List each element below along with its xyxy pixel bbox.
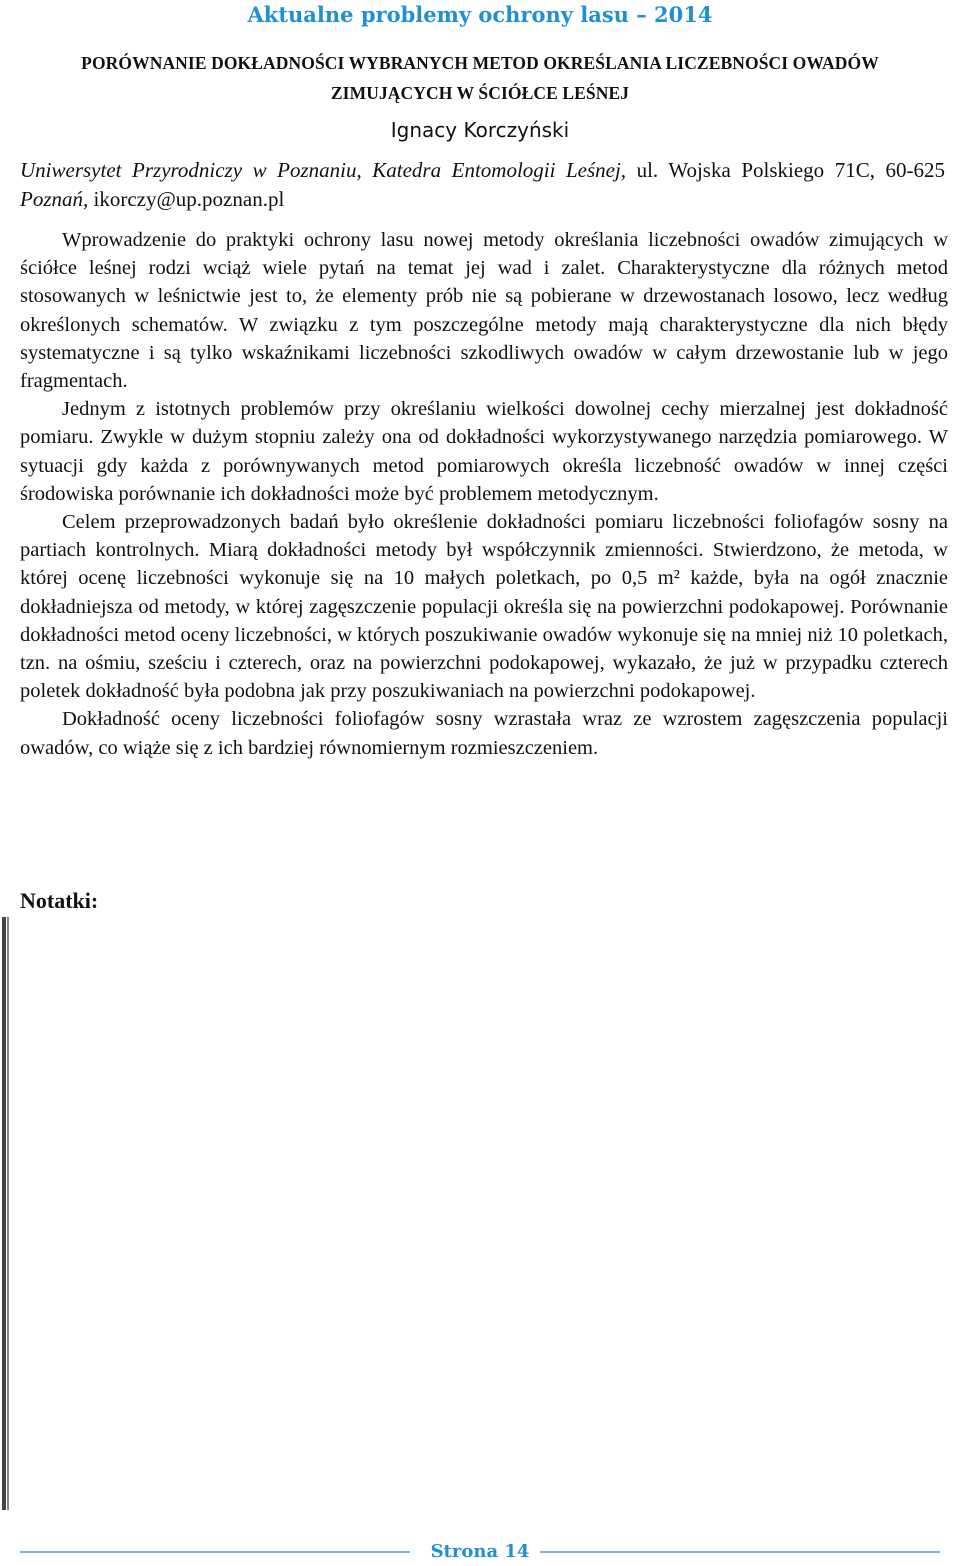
notes-heading: Notatki: [20,888,99,913]
article-title-line-2: ZIMUJĄCYCH W ŚCIÓŁCE LEŚNEJ [330,83,630,103]
affiliation-address: ul. Wojska Polskiego 71C, 60-625 [626,158,945,182]
affiliation [20,156,945,214]
affiliation-city: Poznań, [20,187,89,211]
paragraph-1: Wprowadzenie do praktyki ochrony lasu nowej metody określania liczebności owadów zimujących w ściółce leśnej rodzi wciąż wiele pytań na temat jej wad i zalet. Charakterystyczne dla różnych metod stosowanych w leśnictwie jest to, że elementy prób nie są pobierane w drzewostanach losowo, lecz według określonych schematów. W związku z tym poszczególne metody mają charakterystyczne dla nich błędy systematyczne i są tylko wskaźnikami liczebności szkodliwych owadów w całym drzewostanie lub w jego fragmentach. [20,229,948,393]
running-header: Aktualne problemy ochrony lasu – 2014 [247,2,713,27]
paragraph-3: Celem przeprowadzonych badań było określenie dokładności pomiaru liczebności foliofagów sosny na partiach kontrolnych. Miarą dokładności metody był współczynnik zmienności. Stwierdzono, że metoda, w której ocenę liczebności wykonuje się na 10 małych poletkach, po 0,5 m² każde, była na ogół znacznie dokładniejsza od metody, w której zagęszczenie populacji określa się na powierzchni podokapowej. Porównanie dokładności metod oceny liczebności, w których poszukiwanie owadów wykonuje się na mniej niż 10 poletkach, tzn. na ośmiu, sześciu i czterech, oraz na powierzchni podokapowej, wykazało, że już w przypadku czterech poletek dokładność była podobna jak przy poszukiwaniach na powierzchni podokapowej. [20,511,948,703]
footer-divider-left [20,1551,410,1553]
paragraph-2: Jednym z istotnych problemów przy określaniu wielkości dowolnej cechy mierzalnej jest dokładność pomiaru. Zwykle w dużym stopniu zależy ona od dokładności wykorzystywanego narzędzia pomiarowego. W sytuacji gdy każda z porównywanych metod pomiarowych określa liczebność owadów w innej części środowiska porównanie ich dokładności może być problemem metodycznym. [20,398,948,505]
article-title-line-1: PORÓWNANIE DOKŁADNOŚCI WYBRANYCH METOD OKREŚLANIA LICZEBNOŚCI OWADÓW [81,53,879,73]
notes-left-border [2,917,9,1510]
affiliation-institution: Uniwersytet Przyrodniczy w Poznaniu, Katedra Entomologii Leśnej, [20,158,627,182]
author-name: Ignacy Korczyński [390,118,570,142]
paragraph-4: Dokładność oceny liczebności foliofagów sosny wzrastała wraz ze wzrostem zagęszczenia populacji owadów, co wiąże się z ich bardziej równomiernym rozmieszczeniem. [20,708,948,759]
footer-divider-right [540,1551,940,1553]
notes-area[interactable] [0,917,960,1510]
article-title [20,48,940,108]
affiliation-email: ikorczy@up.poznan.pl [88,187,285,211]
page-number: Strona 14 [430,1541,530,1562]
abstract-body [20,226,948,762]
